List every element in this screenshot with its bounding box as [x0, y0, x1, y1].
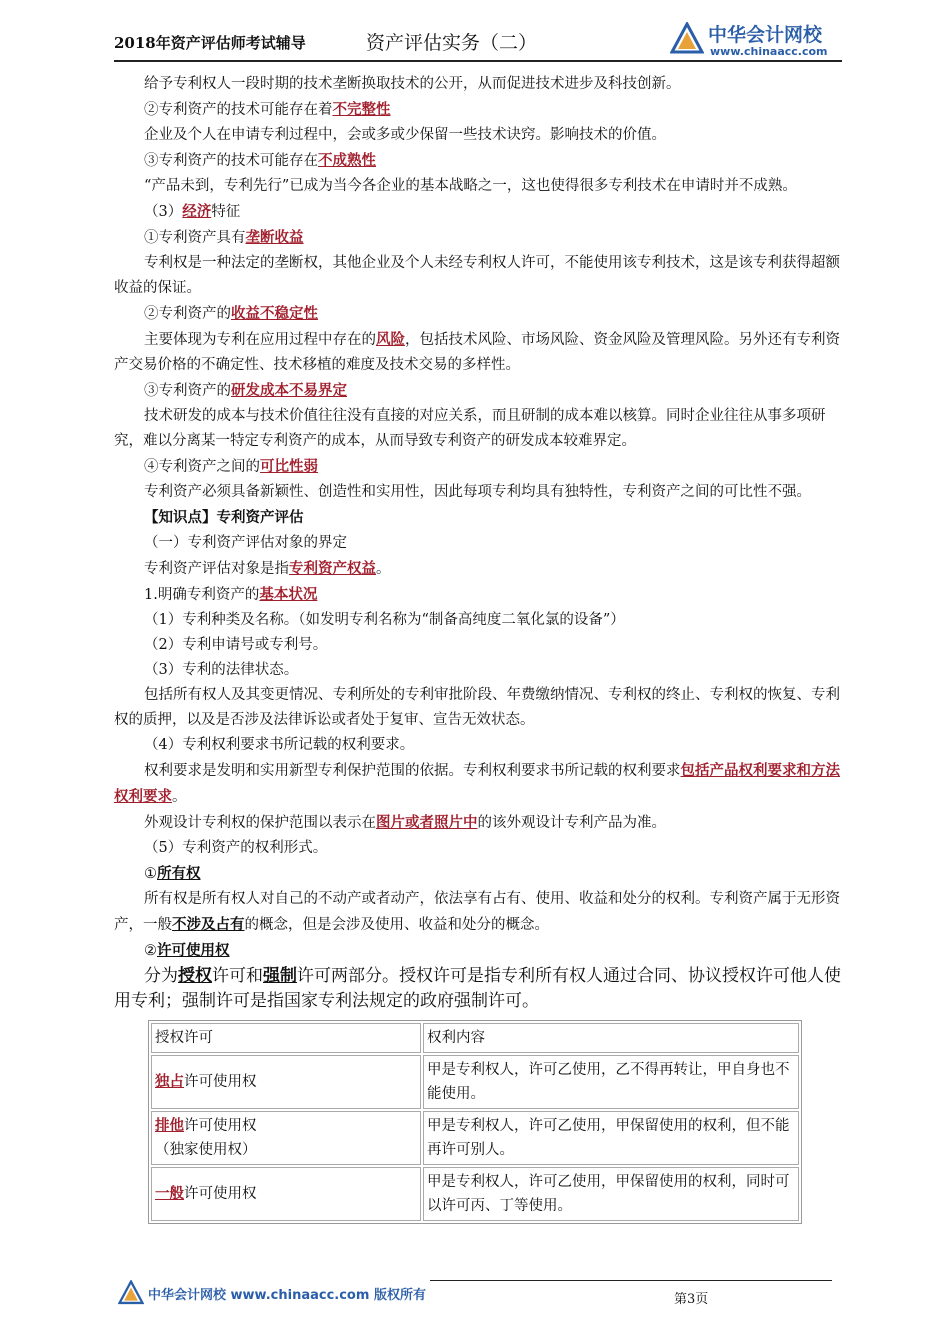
paragraph: ③专利资产的研发成本不易界定	[144, 382, 347, 399]
keyword: 可比性弱	[260, 458, 318, 475]
paragraph: 给予专利权人一段时期的技术垄断换取技术的公开，从而促进技术进步及科技创新。	[144, 76, 681, 92]
header-title: 资产评估实务（二）	[366, 32, 538, 54]
paragraph: （一）专利资产评估对象的界定	[144, 535, 347, 551]
paragraph: 技术研发的成本与技术价值往往没有直接的对应关系，而且研制的成本难以核算。同时企业往往从事多项研究，难以分离某一特定专利资产的成本，从而导致专利资产的研发成本较难界定。	[114, 408, 826, 449]
paragraph: ②专利资产的收益不稳定性	[144, 305, 318, 322]
footer-logo-icon	[118, 1280, 144, 1306]
paragraph: （4）专利权利要求书所记载的权利要求。	[144, 737, 415, 753]
header-course: 2018年资产评估师考试辅导	[114, 34, 306, 52]
keyword: 收益不稳定性	[231, 305, 318, 322]
page-content	[114, 72, 842, 1224]
table-cell: 甲是专利权人，许可乙使用，乙不得再转让，甲自身也不能使用。	[423, 1055, 799, 1109]
footer-copyright: 中华会计网校 www.chinaacc.com 版权所有	[148, 1288, 426, 1303]
table-cell: 独占许可使用权	[151, 1055, 421, 1109]
section-heading: （3）经济特征	[144, 203, 241, 220]
paragraph: 主要体现为专利在应用过程中存在的风险，包括技术风险、市场风险、资金风险及管理风险。另外还有专利资产交易价格的不确定性、技术移植的难度及技术交易的多样性。	[114, 331, 840, 373]
paragraph: （3）专利的法律状态。	[144, 662, 299, 678]
paragraph: ②专利资产的技术可能存在着不完整性	[144, 101, 391, 118]
table-header-cell: 权利内容	[423, 1023, 799, 1053]
paragraph: 所有权是所有权人对自己的不动产或者动产，依法享有占有、使用、收益和处分的权利。专利资产属于无形资产，一般不涉及占有的概念，但是会涉及使用、收益和处分的概念。	[114, 891, 840, 933]
keyword: 不涉及占有	[172, 916, 245, 933]
paragraph: ①所有权	[144, 865, 201, 882]
logo-name: 中华会计网校	[708, 24, 823, 46]
table-header-cell: 授权许可	[151, 1023, 421, 1053]
table-cell: 甲是专利权人，许可乙使用，甲保留使用的权利，但不能再许可别人。	[423, 1111, 799, 1165]
knowledge-point-title: 【知识点】专利资产评估	[144, 509, 304, 526]
paragraph: “产品未到，专利先行”已成为当今各企业的基本战略之一，这也使得很多专利技术在申请时并不成熟。	[144, 178, 797, 194]
page-number: 第3页	[674, 1292, 709, 1307]
keyword: 专利资产权益	[289, 560, 376, 577]
logo-url: www.chinaacc.com	[710, 45, 828, 58]
keyword: 经济	[182, 203, 212, 220]
footer-rule	[430, 1280, 832, 1281]
keyword: 不完整性	[332, 101, 391, 118]
keyword: 不成熟性	[318, 152, 376, 169]
paragraph: ③专利资产的技术可能存在不成熟性	[144, 152, 376, 169]
paragraph: 专利资产必须具备新颖性、创造性和实用性，因此每项专利均具有独特性，专利资产之间的可比性不强。	[144, 484, 811, 500]
table-header-row	[151, 1023, 799, 1053]
table-cell: 甲是专利权人，许可乙使用，甲保留使用的权利，同时可以许可丙、丁等使用。	[423, 1167, 799, 1221]
table-cell: 一般许可使用权	[151, 1167, 421, 1221]
keyword: 图片或者照片中	[376, 814, 478, 831]
paragraph: （1）专利种类及名称。（如发明专利名称为“制备高纯度二氧化氯的设备”）	[144, 612, 625, 628]
keyword: 所有权	[157, 865, 201, 882]
paragraph: ④专利资产之间的可比性弱	[144, 458, 318, 475]
paragraph: ①专利资产具有垄断收益	[144, 229, 304, 246]
paragraph: 企业及个人在申请专利过程中，会或多或少保留一些技术诀窍。影响技术的价值。	[144, 127, 666, 143]
table-row	[151, 1111, 799, 1165]
table-row	[151, 1055, 799, 1109]
paragraph: 专利资产评估对象是指专利资产权益。	[144, 560, 391, 577]
keyword: 包括产品权利要求和方法权利要求	[114, 762, 840, 805]
keyword: 研发成本不易界定	[231, 382, 347, 399]
paragraph: 1.明确专利资产的基本状况	[144, 586, 318, 603]
paragraph: 包括所有权人及其变更情况、专利所处的专利审批阶段、年费缴纳情况、专利权的终止、专利权的恢复、专利权的质押，以及是否涉及法律诉讼或者处于复审、宣告无效状态。	[114, 687, 840, 728]
keyword: 强制	[263, 966, 297, 986]
keyword: 垄断收益	[245, 229, 304, 246]
license-table	[148, 1020, 802, 1224]
keyword: 授权	[178, 966, 212, 986]
logo-triangle-icon	[670, 22, 704, 56]
paragraph: 权利要求是发明和实用新型专利保护范围的依据。专利权利要求书所记载的权利要求包括产品权利要求和方法权利要求。	[114, 762, 840, 805]
paragraph: 外观设计专利权的保护范围以表示在图片或者照片中的该外观设计专利产品为准。	[144, 814, 666, 831]
keyword: 基本状况	[259, 586, 318, 603]
paragraph: （2）专利申请号或专利号。	[144, 637, 328, 653]
paragraph: 专利权是一种法定的垄断权，其他企业及个人未经专利权人许可，不能使用该专利技术，这是该专利获得超额收益的保证。	[114, 255, 840, 296]
paragraph: 分为授权许可和强制许可两部分。授权许可是指专利所有权人通过合同、协议授权许可他人使用专利；强制许可是指国家专利法规定的政府强制许可。	[114, 966, 841, 1011]
paragraph: ②许可使用权	[144, 942, 230, 959]
page-header	[114, 18, 842, 62]
logo[interactable]	[670, 20, 842, 60]
keyword: 许可使用权	[157, 942, 230, 959]
paragraph: （5）专利资产的权利形式。	[144, 840, 328, 856]
header-rule	[114, 60, 842, 62]
page-footer	[114, 1276, 842, 1316]
table-row	[151, 1167, 799, 1221]
table-cell: 排他许可使用权 （独家使用权）	[151, 1111, 421, 1165]
keyword: 风险	[376, 331, 405, 348]
